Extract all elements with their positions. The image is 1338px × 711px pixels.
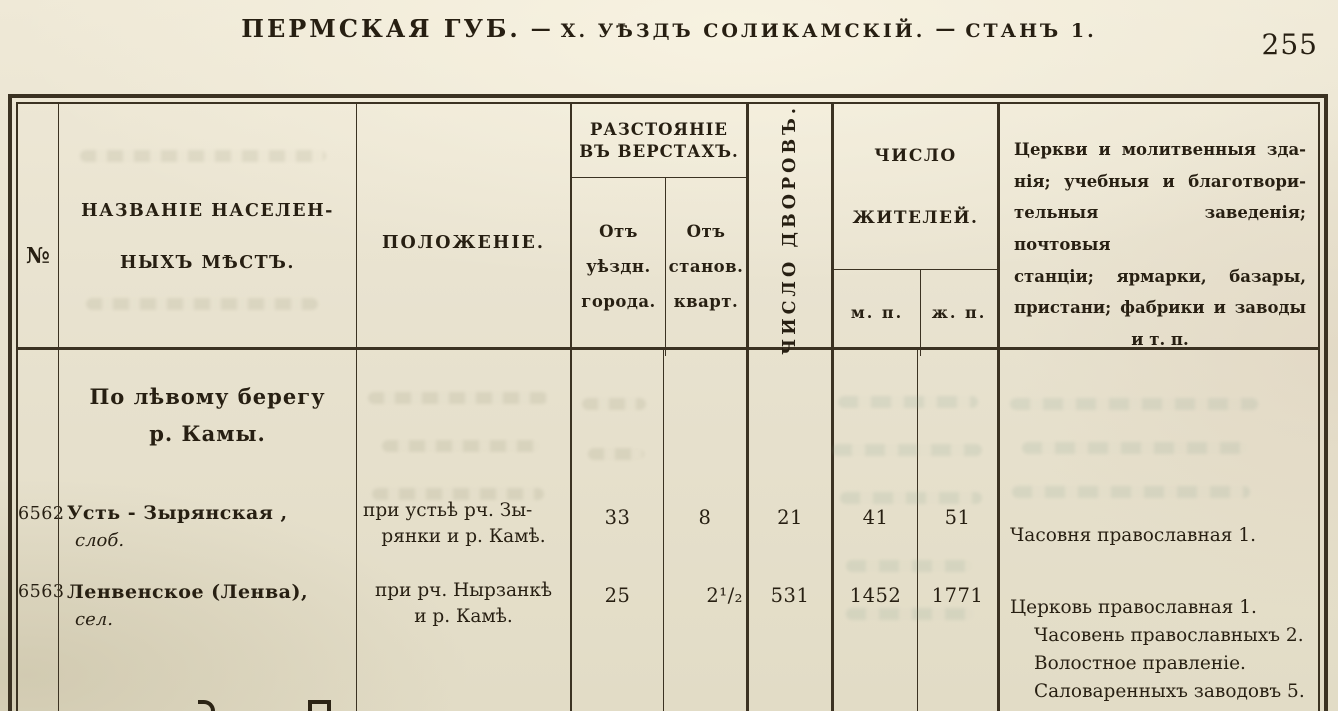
header-line: уѣздн. <box>586 257 651 277</box>
column-header-settlement-name <box>58 104 356 356</box>
column-group-distance-versts <box>570 104 746 356</box>
cell-distance-from-town: 25 <box>570 566 663 711</box>
section-heading-row <box>18 350 1318 480</box>
cell-distance-from-stan: 8 <box>663 480 746 566</box>
column-group-residents <box>831 104 997 356</box>
position-line: при рч. Нырзанкѣ <box>374 580 553 601</box>
bleed-through-ghost <box>838 396 978 408</box>
cell-distance-from-stan: 2¹/₂ <box>663 566 746 711</box>
cell-empty <box>18 350 58 480</box>
bleed-through-ghost <box>382 440 540 452</box>
dash-separator: — <box>530 16 551 40</box>
column-header-male <box>834 270 920 356</box>
bleed-through-ghost <box>846 560 974 572</box>
section-heading-line: р. Камы. <box>149 421 266 446</box>
settlement-name: Ленвенское (Ленва), <box>67 581 309 603</box>
page-number: 255 <box>1261 28 1318 61</box>
distance-group-label <box>572 104 746 178</box>
dash-separator: — <box>935 16 956 40</box>
header-line: нія; учебныя и благотвори- <box>1014 171 1306 191</box>
section-heading <box>59 350 356 480</box>
header-line: ЧИСЛО <box>874 145 957 166</box>
bleed-through-ghost <box>368 392 548 404</box>
cell-settlement-name <box>58 566 356 711</box>
cell-no: 6563 <box>18 582 65 602</box>
header-line: Отъ <box>599 222 638 242</box>
position-line: при устьѣ рч. Зы- <box>363 500 533 521</box>
header-line: ЖИТЕЛЕЙ. <box>852 207 979 228</box>
stan-title: СТАНЪ 1. <box>965 20 1097 42</box>
cell-empty <box>997 350 1318 480</box>
running-head <box>0 14 1338 43</box>
cell-empty <box>663 350 746 480</box>
header-line: пристани; фабрики и заводы <box>1014 298 1306 318</box>
bleed-through-ghost <box>846 608 974 620</box>
residents-group-label <box>834 104 997 270</box>
cell-empty <box>570 350 663 480</box>
cell-female-population: 51 <box>917 480 997 566</box>
cell-position <box>356 566 570 711</box>
cell-empty <box>356 350 570 480</box>
column-header-from-uezd-town <box>572 178 665 356</box>
bleed-through-ghost <box>582 398 646 410</box>
cell-distance-from-town: 33 <box>570 480 663 566</box>
cell-male-population: 41 <box>831 480 917 566</box>
settlement-type: слоб. <box>75 529 125 551</box>
header-line: ВЪ ВЕРСТАХЪ. <box>579 142 739 161</box>
header-line: станов. <box>668 257 744 277</box>
header-line: РАЗСТОЯНІЕ <box>590 120 728 139</box>
distance-subcolumns <box>572 178 746 356</box>
cell-settlement-name <box>58 480 356 566</box>
header-line: станціи; ярмарки, базары, <box>1014 266 1306 286</box>
vertical-header-text: ЧИСЛО ДВОРОВЪ. <box>780 104 800 356</box>
position-line: и р. Камѣ. <box>414 605 513 627</box>
table-row <box>18 566 1318 711</box>
column-header-position <box>356 104 570 356</box>
no-symbol: № <box>26 242 50 269</box>
header-line: ж. п. <box>931 303 987 323</box>
header-line: города. <box>581 292 656 312</box>
header-line: Отъ <box>686 222 726 242</box>
settlement-name: Усть - Зырянская , <box>67 502 288 524</box>
column-header-no <box>18 104 58 356</box>
section-heading-cell <box>58 350 356 480</box>
cell-notes <box>997 566 1318 711</box>
bleed-through-ghost <box>1010 398 1258 410</box>
header-line: кварт. <box>673 292 739 312</box>
cell-notes: Часовня православная 1. <box>997 480 1318 566</box>
cell-households: 21 <box>746 480 831 566</box>
column-header-households <box>746 104 831 356</box>
residents-subcolumns <box>834 270 997 356</box>
cell-male-population: 1452 <box>831 566 917 711</box>
uezd-title: X. УѢЗДЪ СОЛИКАМСКІЙ. <box>560 20 926 42</box>
table-header-row <box>18 104 1318 356</box>
header-line: ПОЛОЖЕНІЕ. <box>382 232 545 253</box>
bleed-through-ghost <box>840 492 982 504</box>
column-header-from-stan-quarters <box>665 178 746 356</box>
bleed-through-ghost <box>372 488 544 500</box>
cut-off-text-fragment <box>308 700 331 711</box>
cell-no: 6562 <box>18 504 65 524</box>
province-title: ПЕРМСКАЯ ГУБ. <box>241 14 521 43</box>
header-line: и т. п. <box>1131 330 1189 350</box>
header-line: Церкви и молитвенныя зда- <box>1014 140 1306 159</box>
bleed-through-ghost <box>1012 486 1250 498</box>
header-line: НЫХЪ МѢСТЪ. <box>119 252 296 273</box>
bleed-through-ghost <box>832 444 982 456</box>
section-heading-line: По лѣвому берегу <box>89 384 326 409</box>
column-header-female <box>920 270 997 356</box>
bleed-through-ghost <box>1022 442 1248 454</box>
header-line: м. п. <box>850 303 904 323</box>
position-line: рянки и р. Камѣ. <box>381 525 546 547</box>
cell-empty <box>831 350 917 480</box>
bleed-through-ghost <box>86 298 318 310</box>
column-header-churches-notes <box>997 104 1318 356</box>
bleed-through-ghost <box>80 150 326 162</box>
settlement-type: сел. <box>75 608 113 630</box>
header-line: тельныя заведенія; почтовыя <box>1014 203 1306 255</box>
bleed-through-ghost <box>588 448 644 460</box>
cell-empty <box>746 350 831 480</box>
header-line: НАЗВАНІЕ НАСЕЛЕН- <box>81 200 334 221</box>
cell-empty <box>917 350 997 480</box>
notes-text: Церковь православная 1. Часовень православныхъ 2. Волостное правленіе. Саловаренныхъ заводовъ 5. <box>1010 597 1305 703</box>
cell-female-population: 1771 <box>917 566 997 711</box>
cell-households: 531 <box>746 566 831 711</box>
